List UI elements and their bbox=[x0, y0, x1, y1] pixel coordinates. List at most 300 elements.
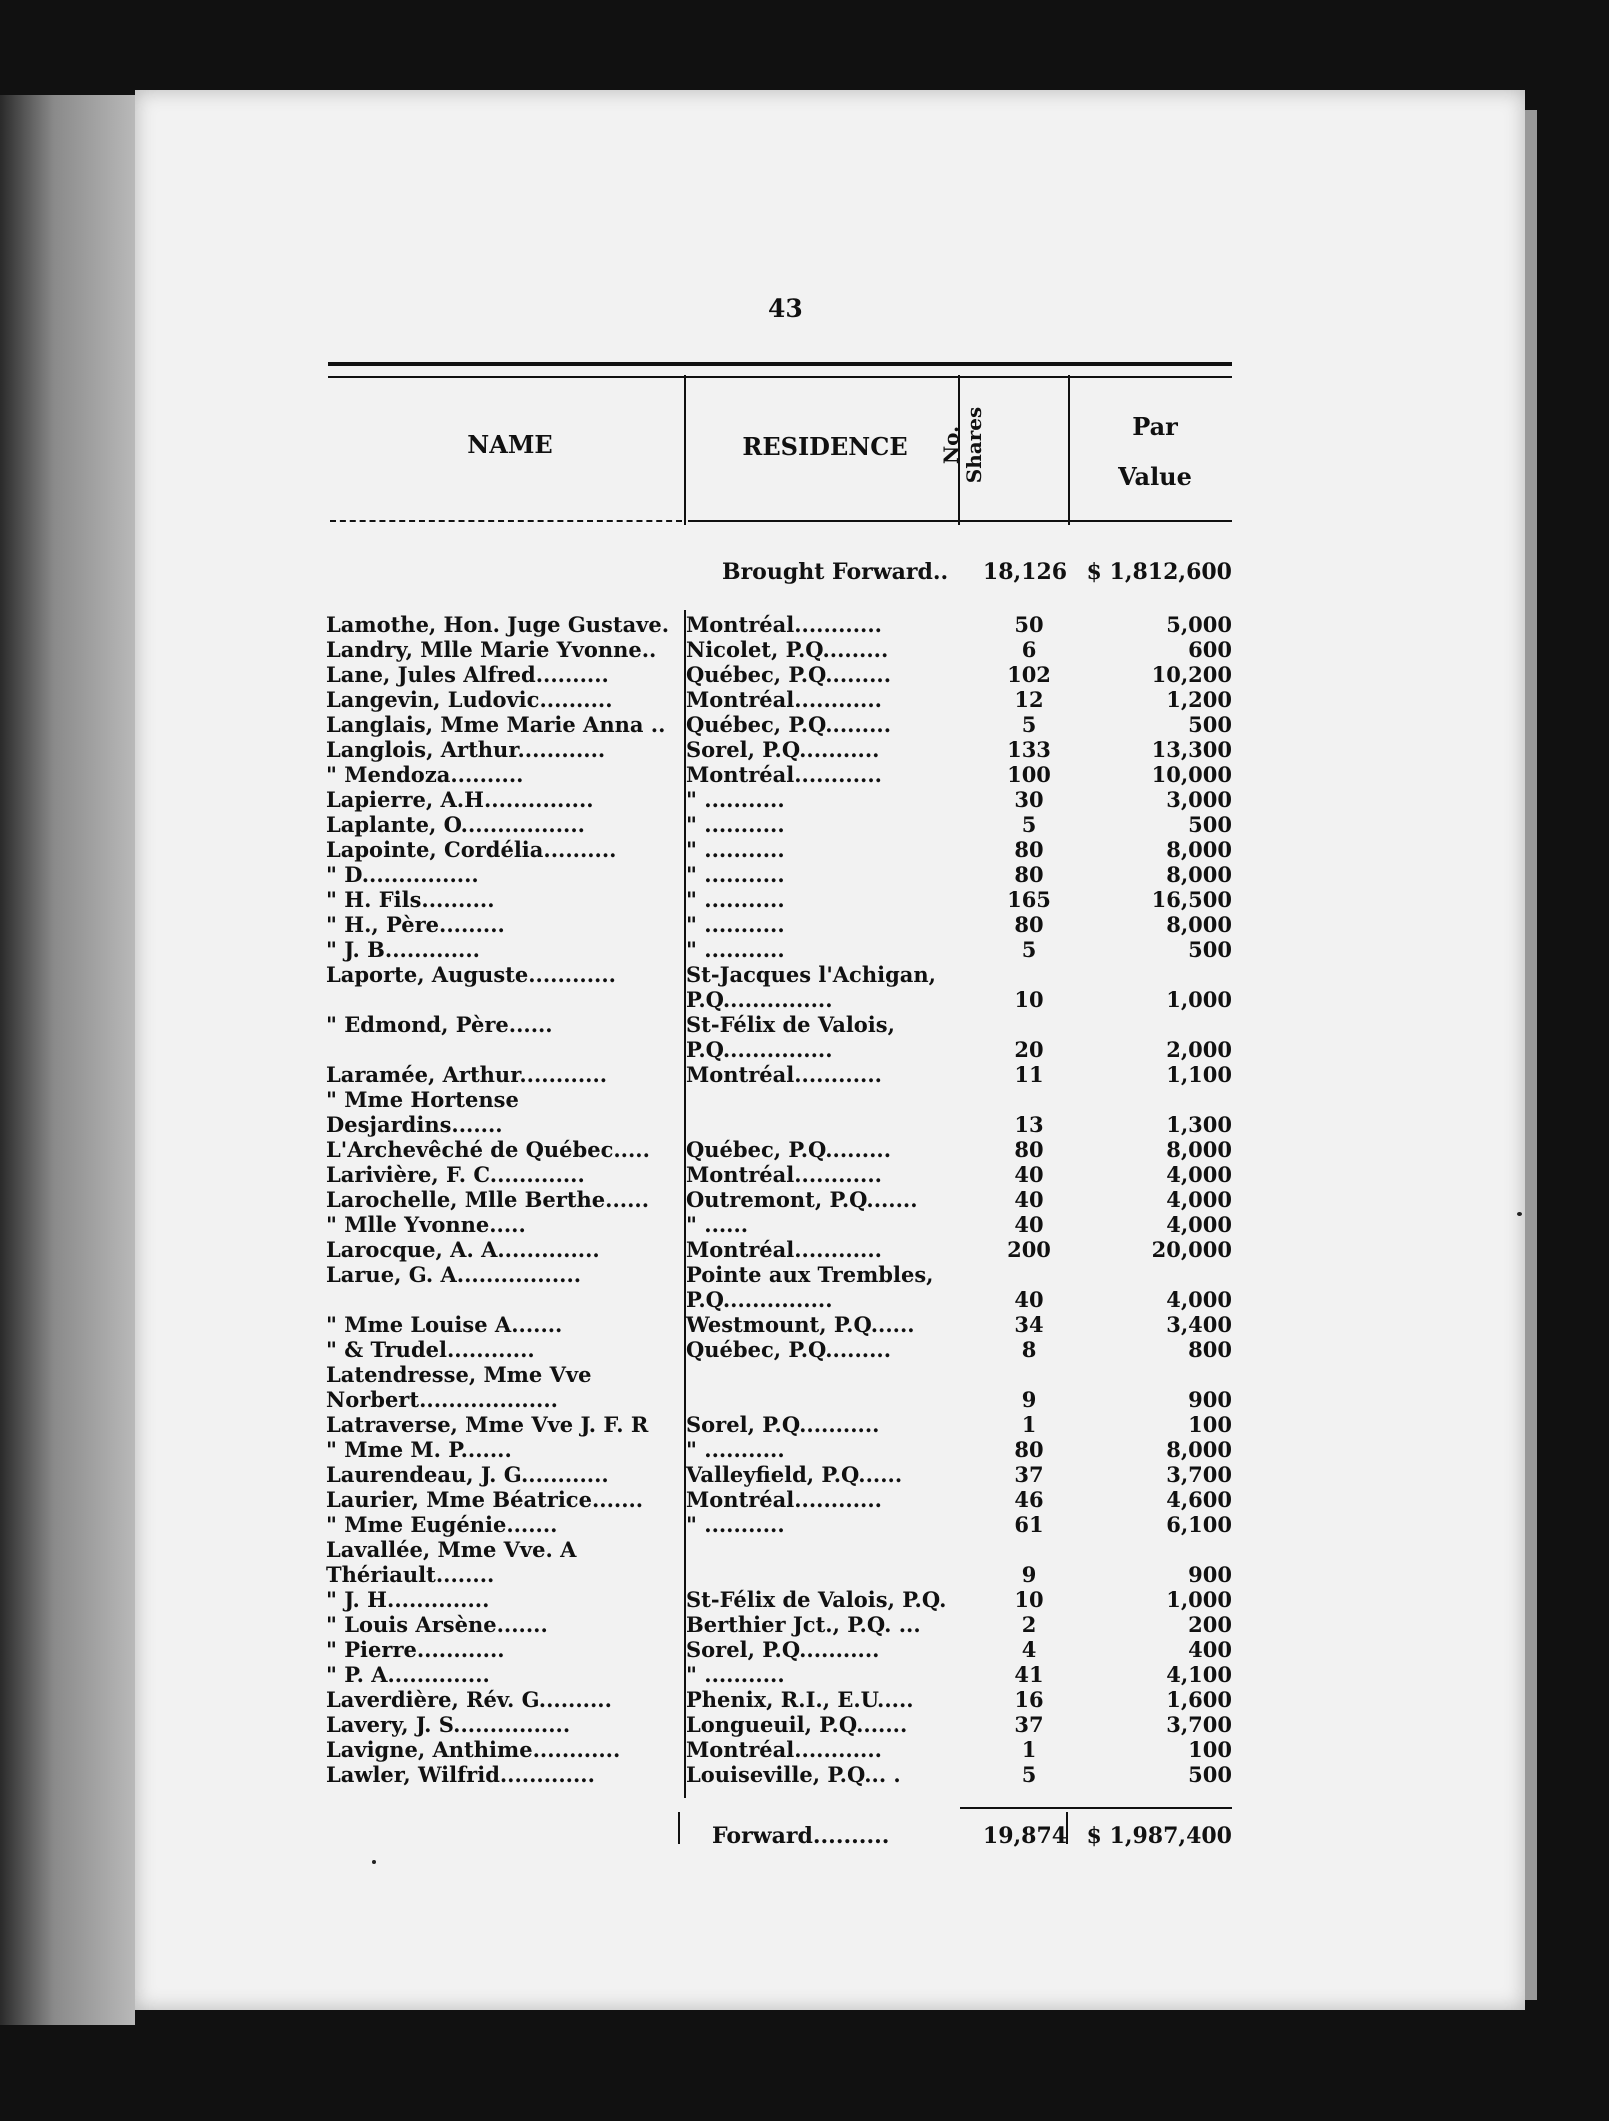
shareholder-name-line1: Langevin, Ludovic.......... bbox=[326, 687, 613, 712]
par-value: 900 bbox=[1188, 1387, 1232, 1412]
shareholder-residence bbox=[686, 762, 956, 787]
shareholder-name bbox=[326, 1212, 676, 1237]
shareholder-name-line2: Thériault........ bbox=[326, 1562, 495, 1587]
share-count: 1 bbox=[1021, 1412, 1037, 1437]
shareholder-residence bbox=[686, 1687, 956, 1712]
share-count: 200 bbox=[1007, 1237, 1051, 1262]
residence-line1: " ........... bbox=[686, 1662, 785, 1687]
table-row bbox=[326, 1662, 1236, 1687]
shareholder-name-line1: Lavallée, Mme Vve. A bbox=[326, 1537, 577, 1562]
table-row bbox=[326, 1612, 1236, 1637]
par-value: 4,600 bbox=[1166, 1487, 1232, 1512]
table-row bbox=[326, 1737, 1236, 1762]
shareholder-name bbox=[326, 612, 676, 637]
table-row bbox=[326, 1412, 1236, 1437]
shareholder-name bbox=[326, 1087, 676, 1137]
shareholder-name bbox=[326, 1412, 676, 1437]
share-count: 16 bbox=[1014, 1687, 1044, 1712]
par-value: 4,000 bbox=[1166, 1287, 1232, 1312]
shareholder-name-line1: Laramée, Arthur............ bbox=[326, 1062, 608, 1087]
share-count: 80 bbox=[1014, 837, 1044, 862]
share-count: 46 bbox=[1014, 1487, 1044, 1512]
residence-line1: " ........... bbox=[686, 837, 785, 862]
shareholder-name-line1: " D................ bbox=[326, 862, 479, 887]
shareholder-name bbox=[326, 637, 676, 662]
shareholder-name-line1: " J. H.............. bbox=[326, 1587, 490, 1612]
shareholder-name-line1: " Mme Eugénie....... bbox=[326, 1512, 558, 1537]
table-row bbox=[326, 637, 1236, 662]
shareholder-name-line1: " Mendoza.......... bbox=[326, 762, 524, 787]
shareholder-name-line1: " Mlle Yvonne..... bbox=[326, 1212, 526, 1237]
forward-rule-shares bbox=[960, 1807, 1068, 1809]
shareholder-name-line1: " Louis Arsène....... bbox=[326, 1612, 548, 1637]
par-value: 500 bbox=[1188, 812, 1232, 837]
share-count: 40 bbox=[1014, 1287, 1044, 1312]
par-value: 1,200 bbox=[1166, 687, 1232, 712]
residence-line2: P.Q............... bbox=[686, 987, 833, 1012]
par-value: 100 bbox=[1188, 1412, 1232, 1437]
shareholder-name-line1: Langlois, Arthur............ bbox=[326, 737, 606, 762]
residence-line1: St-Félix de Valois, P.Q. bbox=[686, 1587, 947, 1612]
residence-line1: St-Jacques l'Achigan, bbox=[686, 962, 936, 987]
table-row bbox=[326, 837, 1236, 862]
share-count: 12 bbox=[1014, 687, 1044, 712]
shareholder-name bbox=[326, 962, 676, 987]
shareholder-residence bbox=[686, 1162, 956, 1187]
shareholder-name-line1: Larocque, A. A.............. bbox=[326, 1237, 600, 1262]
shareholder-name bbox=[326, 1262, 676, 1287]
par-value: 5,000 bbox=[1166, 612, 1232, 637]
share-count: 5 bbox=[1021, 812, 1037, 837]
shareholder-name bbox=[326, 1237, 676, 1262]
table-row bbox=[326, 1687, 1236, 1712]
shareholder-name-line1: Lavery, J. S................ bbox=[326, 1712, 571, 1737]
table-row bbox=[326, 1362, 1236, 1412]
shareholder-name bbox=[326, 1712, 676, 1737]
residence-line1: Montréal............ bbox=[686, 762, 882, 787]
shareholder-name-line1: Lawler, Wilfrid............. bbox=[326, 1762, 595, 1787]
residence-line1: Westmount, P.Q...... bbox=[686, 1312, 915, 1337]
shareholder-name bbox=[326, 812, 676, 837]
par-value: 6,100 bbox=[1166, 1512, 1232, 1537]
double-rule bbox=[328, 362, 1232, 378]
share-count: 30 bbox=[1014, 787, 1044, 812]
forward-label: Forward.......... bbox=[712, 1823, 890, 1849]
table-row bbox=[326, 1237, 1236, 1262]
residence-line1: " ........... bbox=[686, 1512, 785, 1537]
shareholder-name-line2: Norbert................... bbox=[326, 1387, 558, 1412]
shareholder-residence bbox=[686, 962, 956, 1012]
column-divider-shares-value bbox=[1068, 375, 1070, 525]
shareholder-name bbox=[326, 912, 676, 937]
par-value: 2,000 bbox=[1166, 1037, 1232, 1062]
table-row bbox=[326, 1012, 1236, 1062]
par-value: 4,000 bbox=[1166, 1162, 1232, 1187]
par-value: 800 bbox=[1188, 1337, 1232, 1362]
table-row bbox=[326, 1337, 1236, 1362]
header-value: Value bbox=[1118, 462, 1192, 491]
shareholder-residence bbox=[686, 1637, 956, 1662]
table-row bbox=[326, 1137, 1236, 1162]
table-row bbox=[326, 1162, 1236, 1187]
table-row bbox=[326, 1262, 1236, 1312]
header-rule-name bbox=[330, 520, 682, 522]
residence-line1: Montréal............ bbox=[686, 1162, 882, 1187]
par-value: 8,000 bbox=[1166, 1137, 1232, 1162]
residence-line1: Berthier Jct., P.Q. ... bbox=[686, 1612, 921, 1637]
shareholder-residence bbox=[686, 1237, 956, 1262]
par-value: 4,000 bbox=[1166, 1212, 1232, 1237]
table-row bbox=[326, 1537, 1236, 1587]
share-count: 2 bbox=[1021, 1612, 1037, 1637]
shareholder-residence bbox=[686, 937, 956, 962]
residence-line1: Phenix, R.I., E.U..... bbox=[686, 1687, 914, 1712]
residence-line1: Pointe aux Trembles, bbox=[686, 1262, 934, 1287]
table-row bbox=[326, 1212, 1236, 1237]
shareholder-residence bbox=[686, 887, 956, 912]
share-count: 133 bbox=[1007, 737, 1051, 762]
residence-line1: Nicolet, P.Q......... bbox=[686, 637, 889, 662]
table-row bbox=[326, 812, 1236, 837]
table-row bbox=[326, 1312, 1236, 1337]
par-value: 4,100 bbox=[1166, 1662, 1232, 1687]
share-count: 5 bbox=[1021, 937, 1037, 962]
shareholder-name bbox=[326, 762, 676, 787]
table-row bbox=[326, 662, 1236, 687]
shareholder-residence bbox=[686, 712, 956, 737]
shareholder-name-line1: Landry, Mlle Marie Yvonne.. bbox=[326, 637, 657, 662]
residence-line1: Louiseville, P.Q... . bbox=[686, 1762, 901, 1787]
table-row bbox=[326, 1462, 1236, 1487]
par-value: 20,000 bbox=[1151, 1237, 1232, 1262]
shareholder-name bbox=[326, 1762, 676, 1787]
par-value: 400 bbox=[1188, 1637, 1232, 1662]
share-count: 5 bbox=[1021, 712, 1037, 737]
residence-line1: Québec, P.Q......... bbox=[686, 1137, 892, 1162]
share-count: 9 bbox=[1021, 1562, 1037, 1587]
share-count: 10 bbox=[1014, 1587, 1044, 1612]
shareholder-name-line1: " J. B............. bbox=[326, 937, 480, 962]
shareholder-name bbox=[326, 1637, 676, 1662]
shareholder-name-line1: L'Archevêché de Québec..... bbox=[326, 1137, 650, 1162]
share-count: 40 bbox=[1014, 1187, 1044, 1212]
table-row bbox=[326, 1512, 1236, 1537]
residence-line1: Sorel, P.Q........... bbox=[686, 1637, 880, 1662]
par-value: 16,500 bbox=[1151, 887, 1232, 912]
shareholder-name-line1: Laurendeau, J. G............ bbox=[326, 1462, 609, 1487]
table-row bbox=[326, 1487, 1236, 1512]
shareholder-residence bbox=[686, 1187, 956, 1212]
share-count: 8 bbox=[1021, 1337, 1037, 1362]
residence-line1: " ...... bbox=[686, 1212, 749, 1237]
shareholder-name bbox=[326, 1537, 676, 1587]
shareholder-list bbox=[326, 612, 1236, 1787]
brought-forward-shares: 18,126 bbox=[982, 559, 1068, 585]
shareholder-residence bbox=[686, 1712, 956, 1737]
shareholder-residence bbox=[686, 612, 956, 637]
par-value: 8,000 bbox=[1166, 912, 1232, 937]
share-count: 80 bbox=[1014, 1437, 1044, 1462]
shareholder-name-line1: Lamothe, Hon. Juge Gustave. bbox=[326, 612, 670, 637]
brought-forward-label: Brought Forward.. bbox=[722, 559, 949, 585]
table-row bbox=[326, 887, 1236, 912]
par-value: 1,600 bbox=[1166, 1687, 1232, 1712]
par-value: 10,200 bbox=[1151, 662, 1232, 687]
forward-shares: 19,874 bbox=[982, 1823, 1068, 1849]
residence-line1: " ........... bbox=[686, 862, 785, 887]
brought-forward-value: $ 1,812,600 bbox=[1086, 559, 1232, 585]
table-row bbox=[326, 737, 1236, 762]
residence-line1: Montréal............ bbox=[686, 1487, 882, 1512]
shareholder-name-line1: Laporte, Auguste............ bbox=[326, 962, 616, 987]
par-value: 1,100 bbox=[1166, 1062, 1232, 1087]
par-value: 200 bbox=[1188, 1612, 1232, 1637]
residence-line1: Longueuil, P.Q....... bbox=[686, 1712, 908, 1737]
shareholder-name bbox=[326, 712, 676, 737]
shareholder-name bbox=[326, 1512, 676, 1537]
ink-speck bbox=[1517, 1212, 1522, 1216]
shareholder-residence bbox=[686, 737, 956, 762]
par-value: 600 bbox=[1188, 637, 1232, 662]
shareholder-residence bbox=[686, 912, 956, 937]
shareholder-name-line1: " Pierre............ bbox=[326, 1637, 505, 1662]
share-count: 6 bbox=[1021, 637, 1037, 662]
shareholder-name bbox=[326, 1687, 676, 1712]
shareholder-residence bbox=[686, 1612, 956, 1637]
table-row bbox=[326, 1712, 1236, 1737]
shareholder-residence bbox=[686, 812, 956, 837]
par-value: 900 bbox=[1188, 1562, 1232, 1587]
shareholder-residence bbox=[686, 1512, 956, 1537]
shareholder-name bbox=[326, 1462, 676, 1487]
share-count: 50 bbox=[1014, 612, 1044, 637]
shareholder-name-line1: Lane, Jules Alfred.......... bbox=[326, 662, 609, 687]
residence-line1: Québec, P.Q......... bbox=[686, 662, 892, 687]
shareholder-name bbox=[326, 737, 676, 762]
share-count: 40 bbox=[1014, 1162, 1044, 1187]
share-count: 165 bbox=[1007, 887, 1051, 912]
header-shares-line2: Shares bbox=[962, 406, 986, 484]
shareholder-name bbox=[326, 1612, 676, 1637]
shareholder-residence bbox=[686, 1412, 956, 1437]
residence-line1: " ........... bbox=[686, 812, 785, 837]
header-rule-value bbox=[1070, 520, 1232, 522]
shareholder-name-line1: Laplante, O................. bbox=[326, 812, 585, 837]
share-count: 37 bbox=[1014, 1712, 1044, 1737]
shareholder-name bbox=[326, 1337, 676, 1362]
shareholder-name bbox=[326, 837, 676, 862]
par-value: 3,000 bbox=[1166, 787, 1232, 812]
residence-line1: Montréal............ bbox=[686, 687, 882, 712]
par-value: 1,000 bbox=[1166, 987, 1232, 1012]
shareholder-residence bbox=[686, 1312, 956, 1337]
shareholder-name-line1: " Mme Louise A....... bbox=[326, 1312, 563, 1337]
share-count: 40 bbox=[1014, 1212, 1044, 1237]
header-residence: RESIDENCE bbox=[742, 432, 908, 461]
par-value: 500 bbox=[1188, 712, 1232, 737]
shareholder-residence bbox=[686, 1662, 956, 1687]
residence-line1: Sorel, P.Q........... bbox=[686, 1412, 880, 1437]
table-row bbox=[326, 612, 1236, 637]
header-name: NAME bbox=[467, 430, 553, 459]
shareholder-name bbox=[326, 1662, 676, 1687]
share-count: 20 bbox=[1014, 1037, 1044, 1062]
share-count: 34 bbox=[1014, 1312, 1044, 1337]
shareholder-name bbox=[326, 887, 676, 912]
residence-line1: " ........... bbox=[686, 887, 785, 912]
share-count: 1 bbox=[1021, 1737, 1037, 1762]
residence-line1: Montréal............ bbox=[686, 1737, 882, 1762]
share-count: 37 bbox=[1014, 1462, 1044, 1487]
page-number: 43 bbox=[768, 294, 803, 323]
shareholder-name-line1: " Mme Hortense bbox=[326, 1087, 519, 1112]
shareholder-residence bbox=[686, 1062, 956, 1087]
residence-line1: Valleyfield, P.Q...... bbox=[686, 1462, 903, 1487]
share-count: 41 bbox=[1014, 1662, 1044, 1687]
par-value: 1,000 bbox=[1166, 1587, 1232, 1612]
table-row bbox=[326, 1437, 1236, 1462]
shareholder-residence bbox=[686, 1487, 956, 1512]
residence-line1: Montréal............ bbox=[686, 612, 882, 637]
shareholder-name-line1: Lapointe, Cordélia.......... bbox=[326, 837, 617, 862]
shareholder-name-line1: Larivière, F. C............. bbox=[326, 1162, 585, 1187]
header-shares bbox=[940, 407, 986, 483]
share-count: 4 bbox=[1021, 1637, 1037, 1662]
table-row bbox=[326, 962, 1236, 1012]
residence-line1: " ........... bbox=[686, 1437, 785, 1462]
shareholder-residence bbox=[686, 1462, 956, 1487]
residence-line1: " ........... bbox=[686, 912, 785, 937]
shareholder-name bbox=[326, 862, 676, 887]
residence-line1: Québec, P.Q......... bbox=[686, 1337, 892, 1362]
share-count: 100 bbox=[1007, 762, 1051, 787]
shareholder-name-line1: Larochelle, Mlle Berthe...... bbox=[326, 1187, 650, 1212]
header-shares-line1: No. bbox=[939, 425, 963, 465]
table-row bbox=[326, 687, 1236, 712]
share-count: 5 bbox=[1021, 1762, 1037, 1787]
shareholder-residence bbox=[686, 1337, 956, 1362]
table-row bbox=[326, 912, 1236, 937]
par-value: 3,700 bbox=[1166, 1462, 1232, 1487]
share-count: 9 bbox=[1021, 1387, 1037, 1412]
shareholder-name-line1: Langlais, Mme Marie Anna .. bbox=[326, 712, 666, 737]
shareholder-residence bbox=[686, 1437, 956, 1462]
table-row bbox=[326, 762, 1236, 787]
body-divider-bottom bbox=[678, 1812, 680, 1844]
table-row bbox=[326, 787, 1236, 812]
table-row bbox=[326, 1062, 1236, 1087]
par-value: 10,000 bbox=[1151, 762, 1232, 787]
shareholder-residence bbox=[686, 662, 956, 687]
table-row bbox=[326, 712, 1236, 737]
shareholder-residence bbox=[686, 1212, 956, 1237]
header-par: Par bbox=[1132, 412, 1178, 441]
shareholder-name bbox=[326, 937, 676, 962]
par-value: 4,000 bbox=[1166, 1187, 1232, 1212]
par-value: 100 bbox=[1188, 1737, 1232, 1762]
shareholder-name bbox=[326, 662, 676, 687]
par-value: 8,000 bbox=[1166, 862, 1232, 887]
shareholder-name-line1: " H., Père......... bbox=[326, 912, 505, 937]
par-value: 1,300 bbox=[1166, 1112, 1232, 1137]
share-count: 80 bbox=[1014, 862, 1044, 887]
page-edge-shadow bbox=[1525, 110, 1537, 2000]
shareholder-name-line1: " P. A.............. bbox=[326, 1662, 490, 1687]
shareholder-residence bbox=[686, 1012, 956, 1062]
par-value: 8,000 bbox=[1166, 1437, 1232, 1462]
residence-line1: Montréal............ bbox=[686, 1237, 882, 1262]
column-divider-name-residence bbox=[684, 375, 686, 525]
shareholder-name bbox=[326, 1062, 676, 1087]
ink-speck bbox=[372, 1860, 376, 1864]
shareholder-name bbox=[326, 1012, 676, 1037]
residence-line1: " ........... bbox=[686, 787, 785, 812]
share-count: 11 bbox=[1014, 1062, 1044, 1087]
table-row bbox=[326, 937, 1236, 962]
header-rule-shares bbox=[960, 520, 1068, 522]
par-value: 3,700 bbox=[1166, 1712, 1232, 1737]
shareholder-residence bbox=[686, 1137, 956, 1162]
par-value: 3,400 bbox=[1166, 1312, 1232, 1337]
shareholder-residence bbox=[686, 1587, 956, 1612]
shareholder-residence bbox=[686, 1262, 956, 1312]
residence-line1: Montréal............ bbox=[686, 1062, 882, 1087]
shareholder-residence bbox=[686, 787, 956, 812]
shareholder-name-line1: Larue, G. A................. bbox=[326, 1262, 582, 1287]
shareholder-residence bbox=[686, 862, 956, 887]
shareholder-name-line1: " Mme M. P....... bbox=[326, 1437, 512, 1462]
shareholder-name-line1: Laverdière, Rév. G.......... bbox=[326, 1687, 612, 1712]
shareholder-name bbox=[326, 1437, 676, 1462]
shareholder-name bbox=[326, 1137, 676, 1162]
residence-line1: " ........... bbox=[686, 937, 785, 962]
share-count: 61 bbox=[1014, 1512, 1044, 1537]
residence-line1: Sorel, P.Q........... bbox=[686, 737, 880, 762]
shareholder-name bbox=[326, 787, 676, 812]
forward-value: $ 1,987,400 bbox=[1086, 1823, 1232, 1849]
table-row bbox=[326, 862, 1236, 887]
table-row bbox=[326, 1187, 1236, 1212]
share-count: 80 bbox=[1014, 1137, 1044, 1162]
shareholder-name bbox=[326, 1312, 676, 1337]
table-row bbox=[326, 1762, 1236, 1787]
shareholder-name bbox=[326, 687, 676, 712]
par-value: 500 bbox=[1188, 1762, 1232, 1787]
residence-line1: Outremont, P.Q....... bbox=[686, 1187, 918, 1212]
shareholder-residence bbox=[686, 1762, 956, 1787]
shareholder-name-line1: " Edmond, Père...... bbox=[326, 1012, 553, 1037]
share-count: 13 bbox=[1014, 1112, 1044, 1137]
shareholder-name-line1: " & Trudel............ bbox=[326, 1337, 535, 1362]
shareholder-name-line1: Laurier, Mme Béatrice....... bbox=[326, 1487, 644, 1512]
shareholder-name bbox=[326, 1187, 676, 1212]
shareholder-name bbox=[326, 1162, 676, 1187]
shareholder-residence bbox=[686, 837, 956, 862]
shareholder-name-line1: Latraverse, Mme Vve J. F. R bbox=[326, 1412, 649, 1437]
shareholder-name-line1: Lapierre, A.H............... bbox=[326, 787, 594, 812]
shareholder-name bbox=[326, 1587, 676, 1612]
shareholder-name-line1: Latendresse, Mme Vve bbox=[326, 1362, 592, 1387]
shareholder-residence bbox=[686, 687, 956, 712]
table-row bbox=[326, 1587, 1236, 1612]
share-count: 80 bbox=[1014, 912, 1044, 937]
forward-rule-value bbox=[1068, 1807, 1232, 1809]
residence-line1: St-Félix de Valois, bbox=[686, 1012, 895, 1037]
residence-line2: P.Q............... bbox=[686, 1287, 833, 1312]
par-value: 8,000 bbox=[1166, 837, 1232, 862]
shareholder-name-line1: " H. Fils.......... bbox=[326, 887, 495, 912]
residence-line2: P.Q............... bbox=[686, 1037, 833, 1062]
